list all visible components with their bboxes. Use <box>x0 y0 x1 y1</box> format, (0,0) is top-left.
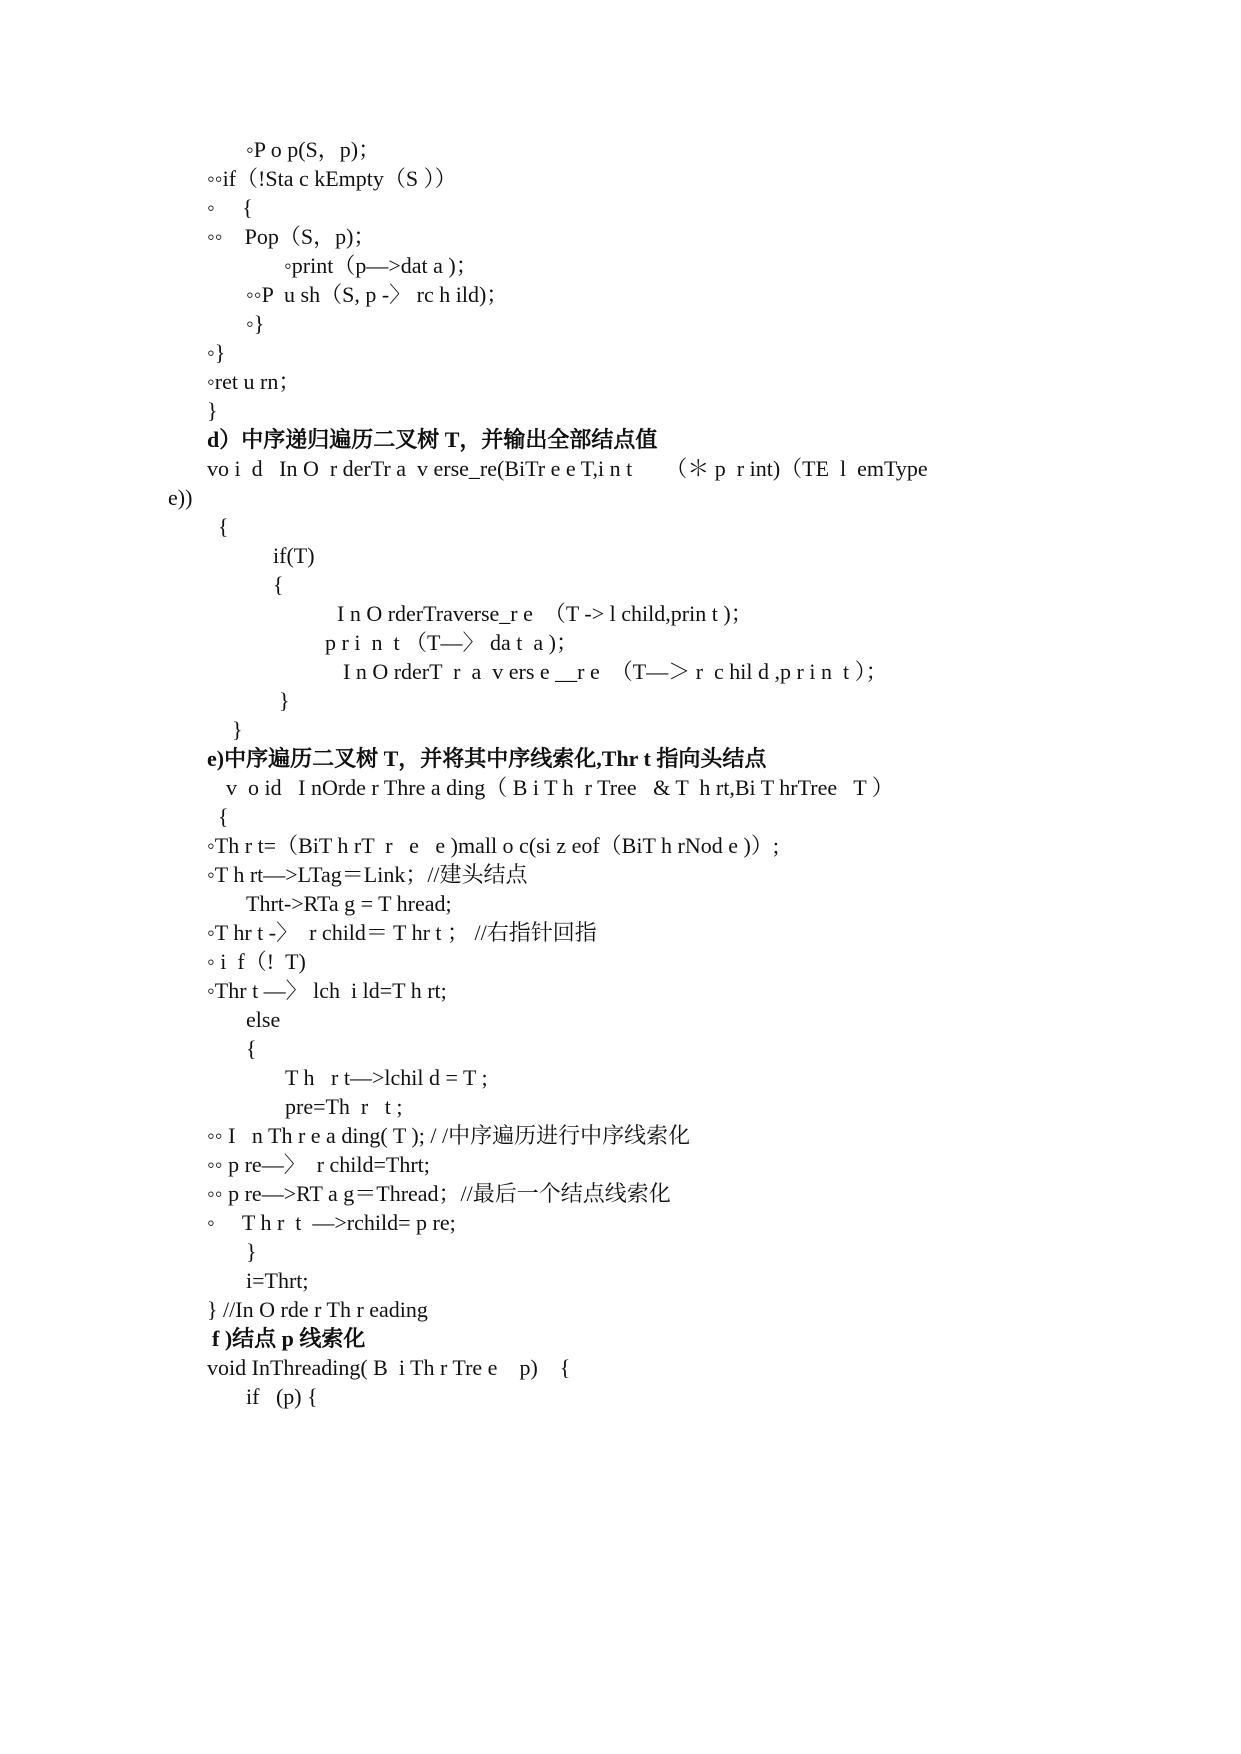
code-line: i=Thrt; <box>246 1268 309 1293</box>
section-heading-f: f )结点 p 线索化 <box>212 1326 366 1351</box>
code-line: ◦T h rt—>LTag＝Link；//建头结点 <box>207 862 528 887</box>
code-line: ◦ i f（! T) <box>207 949 306 974</box>
code-line: e)) <box>168 485 193 510</box>
code-line: ◦ T h r t —>rchild= p re; <box>207 1210 456 1235</box>
code-line: ◦ret u rn； <box>207 369 301 394</box>
code-line: if(T) <box>273 543 315 568</box>
code-line: v o id I nOrde r Thre a ding（ B i T h r Tree & T h rt,Bi T hrTree T ） <box>226 775 894 800</box>
code-line: Thrt->RTa g = T hread; <box>246 891 452 916</box>
code-line: vo i d In O r derTr a v erse_re(BiTr e e T,i n t （＊ p r int)（TE l emType <box>207 456 928 481</box>
code-line: ◦} <box>246 311 265 336</box>
code-line: ◦◦if（!Sta c kEmpty（S ）） <box>207 166 457 191</box>
code-line: ◦◦ p re—>RT a g＝Thread；//最后一个结点线索化 <box>207 1181 671 1206</box>
code-line: I n O rderT r a v ers e __r e （T—＞ r c hil d ,p r i n t ）； <box>343 659 888 684</box>
code-line: else <box>246 1007 281 1032</box>
section-heading-d: d）中序递归遍历二叉树 T，并输出全部结点值 <box>207 427 658 452</box>
code-line: ◦◦ p re—〉 r child=Thrt; <box>207 1152 430 1177</box>
code-line: ◦P o p(S，p)； <box>246 137 381 162</box>
code-line: } <box>246 1239 257 1264</box>
code-line: if (p) { <box>246 1384 318 1409</box>
code-line: } //In O rde r Th r eading <box>207 1297 428 1322</box>
code-line: void InThreading( B i Th r Tre e p) { <box>207 1355 571 1380</box>
code-line: ◦print（p—>dat a )； <box>284 253 478 278</box>
code-line: p r i n t （T—〉 da t a )； <box>325 630 578 655</box>
code-line: } <box>232 717 243 742</box>
code-line: T h r t—>lchil d = T ; <box>285 1065 488 1090</box>
code-line: { <box>218 514 229 539</box>
code-line: ◦Th r t=（BiT h rT r e e )mall o c(si z eof（BiT h rNod e )）; <box>207 833 779 858</box>
code-line: ◦T hr t -〉 r child＝ T hr t ； //右指针回指 <box>207 920 597 945</box>
code-line: ◦◦ Pop（S，p)； <box>207 224 376 249</box>
section-heading-e: e)中序遍历二叉树 T，并将其中序线索化,Thr t 指向头结点 <box>207 746 767 771</box>
code-line: } <box>207 398 218 423</box>
code-line: } <box>279 688 290 713</box>
code-line: ◦} <box>207 340 226 365</box>
code-line: { <box>218 804 229 829</box>
code-line: { <box>246 1036 257 1061</box>
code-line: ◦Thr t —〉 lch i ld=T h rt; <box>207 978 447 1003</box>
code-line: I n O rderTraverse_r e （T -> l child,prin t )； <box>337 601 753 626</box>
code-line: { <box>273 572 284 597</box>
code-line: ◦◦P u sh（S, p -〉 rc h ild)； <box>246 282 509 307</box>
code-line: pre=Th r t ; <box>285 1094 403 1119</box>
code-line: ◦ { <box>207 195 253 220</box>
code-line: ◦◦ I n Th r e a ding( T ); / /中序遍历进行中序线索化 <box>207 1123 691 1148</box>
